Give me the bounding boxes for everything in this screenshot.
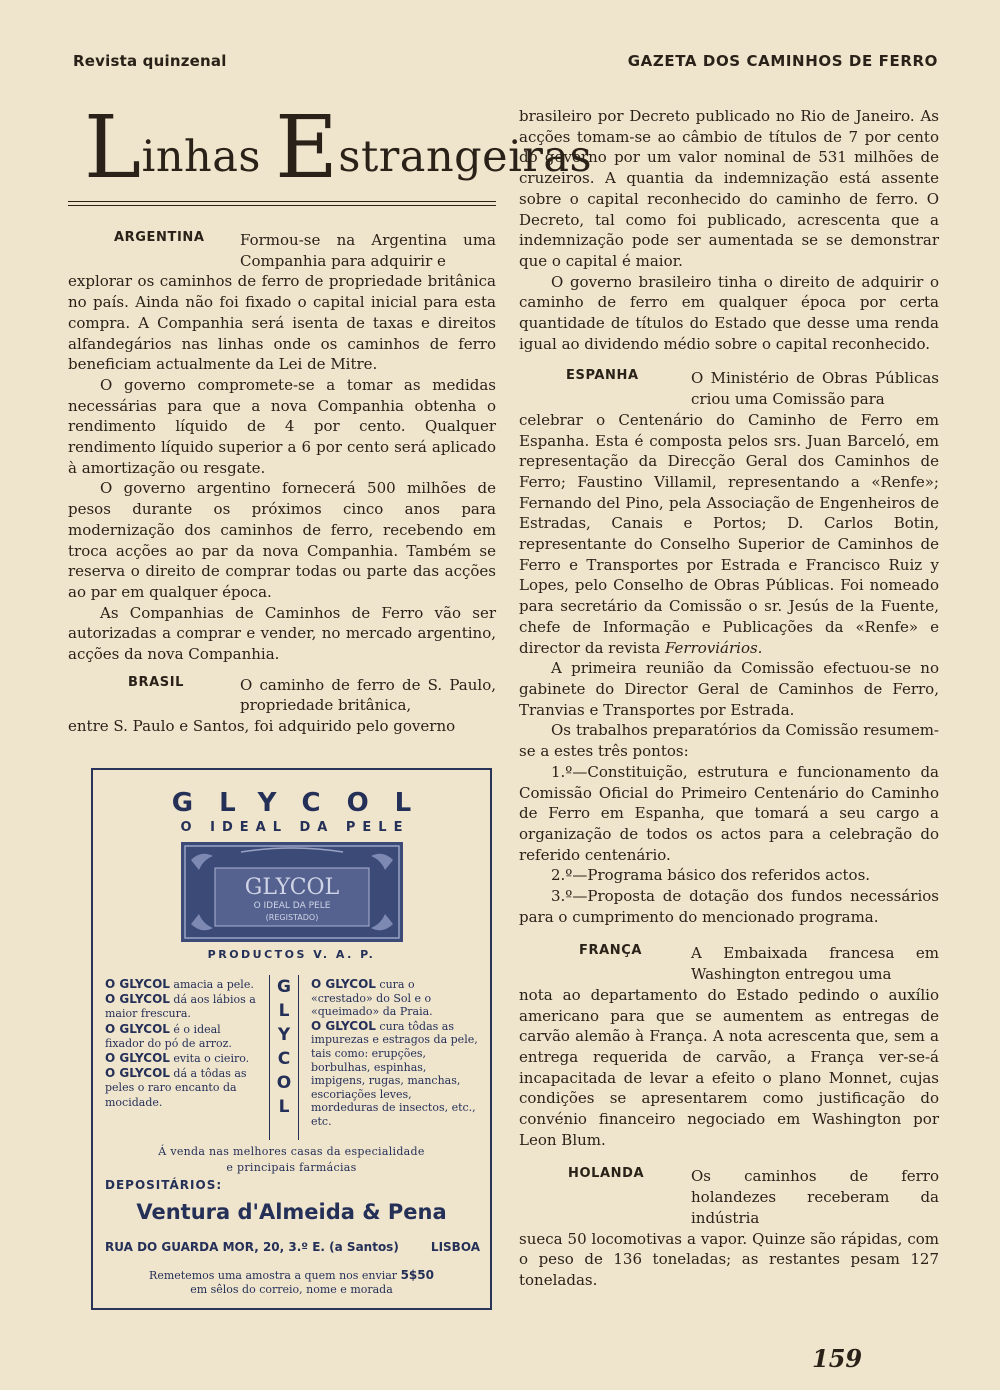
espanha-p1 bbox=[519, 410, 939, 658]
header-right: GAZETA DOS CAMINHOS DE FERRO bbox=[627, 52, 938, 70]
ad-left-item bbox=[105, 1051, 260, 1066]
ad-vertical-letter: Y bbox=[277, 1025, 291, 1045]
ad-left-text: é o ideal fixador do pó de arroz. bbox=[105, 1022, 232, 1050]
section-label-espanha: ESPANHA bbox=[566, 368, 639, 384]
header-left: Revista quinzenal bbox=[73, 52, 227, 70]
espanha-lead: O Ministério de Obras Públicas criou uma Comissão para bbox=[691, 369, 939, 409]
brasil-p2: O governo brasileiro tinha o direito de adquirir o caminho de ferro em qualquer época por certa quantidade de títulos do Estado que desse uma renda igual ao dividendo médio sobre o capital reconhecido. bbox=[519, 272, 939, 353]
image-title: GLYCOL bbox=[244, 875, 340, 900]
ad-vertical-letter: G bbox=[277, 977, 291, 997]
ad-right-brand: O GLYCOL bbox=[311, 977, 376, 991]
espanha-p4: 1.º—Constituição, estrutura e funcionamento da Comissão Oficial do Primeiro Centenário do Caminho de Ferro em Espanha, que tomará a seu cargo a organização de todos os actos para a celebração do referido centenário. bbox=[519, 762, 939, 864]
ad-depositarios: DEPOSITÁRIOS: bbox=[105, 1178, 223, 1192]
ad-left-brand: O GLYCOL bbox=[105, 992, 170, 1007]
ad-brand: GLYCOL bbox=[171, 788, 438, 818]
franca-head bbox=[519, 943, 939, 984]
title-rest-2: strangeiras bbox=[338, 132, 593, 182]
argentina-p4: As Companhias de Caminhos de Ferro vão ser autorizadas a comprar e vender, no mercado argentino, acções da nova Companhia. bbox=[68, 603, 496, 664]
ad-left-item bbox=[105, 977, 260, 992]
espanha-p6: 3.º—Proposta de dotação dos fundos necessários para o cumprimento do mencionado programa. bbox=[519, 887, 939, 926]
ad-left-text: evita o cieiro. bbox=[173, 1052, 250, 1066]
holanda-lead: Os caminhos de ferro holandezes receberam da indústria bbox=[691, 1167, 939, 1227]
ad-send-line-1: Remetemos uma amostra a quem nos enviar bbox=[149, 1269, 398, 1282]
ad-price: 5$50 bbox=[400, 1268, 434, 1282]
ad-right-benefits bbox=[311, 977, 479, 1129]
ad-right-brand: O GLYCOL bbox=[311, 1018, 376, 1033]
ad-left-text: dá aos lábios a maior frescura. bbox=[105, 993, 256, 1021]
ad-vertical-letter: O bbox=[276, 1073, 292, 1093]
ad-address bbox=[105, 1240, 480, 1254]
page-number: 159 bbox=[812, 1344, 863, 1373]
argentina-head bbox=[68, 230, 496, 271]
section-label-brasil: BRASIL bbox=[128, 674, 185, 690]
argentina-p3: O governo argentino fornecerá 500 milhões de pesos durante os próximos cinco anos para modernização dos caminhos de ferro, recebendo em troca acções ao par da nova Companhia. Também se reserva o direito de comprar todas ou parte das acções ao par em qualquer época. bbox=[68, 479, 496, 601]
franca-p1: nota ao departamento do Estado pedindo o auxílio americano para que se aumentem as entregas de carvão alemão à França. A nota acrescenta que, sem a entrega requerida de carvão, a França ver-se-á incapacitada de levar a efeito o plano Monnet, cujas condições se apresentarem como justificação do convénio financeiro negociado em Washington por Leon Blum. bbox=[519, 985, 939, 1149]
section-label-franca: FRANÇA bbox=[579, 943, 643, 959]
ad-sale-line-2: e principais farmácias bbox=[226, 1161, 357, 1174]
image-subtitle: O IDEAL DA PELE bbox=[253, 901, 331, 911]
ad-left-text: dá a tôdas as peles o raro encanto da mocidade. bbox=[105, 1067, 247, 1109]
ad-left-brand: O GLYCOL bbox=[105, 1021, 170, 1036]
argentina-p1: explorar os caminhos de ferro de propriedade britânica no país. Ainda não foi fixado o capital inicial para esta compra. A Companhia será isenta de taxas e direitos alfandegários nas linhas onde os caminhos de ferro beneficiam actualmente da Lei de Mitre. bbox=[68, 272, 496, 374]
espanha-p1-italic: Ferroviários. bbox=[664, 638, 763, 657]
ad-vertical-letter: L bbox=[278, 1001, 290, 1021]
ad-right-text: cura tôdas as impurezas e estragos da pele, tais como: erupções, borbulhas, espinhas, impigens, rugas, manchas, escoriações leves, mordeduras de insectos, etc., etc. bbox=[311, 1019, 478, 1128]
image-registered: (REGISTADO) bbox=[265, 913, 319, 922]
ad-send-line-2: em sêlos do correio, nome e morada bbox=[190, 1283, 393, 1296]
ad-left-item bbox=[105, 992, 260, 1021]
brasil-lead: O caminho de ferro de S. Paulo, propriedade britânica, bbox=[240, 675, 496, 715]
ad-vertical-letter: L bbox=[278, 1097, 290, 1117]
brasil-head bbox=[68, 675, 496, 716]
product-label-image bbox=[181, 842, 403, 942]
brasil-p1a: entre S. Paulo e Santos, foi adquirido pelo governo bbox=[68, 717, 456, 736]
brasil-p1b: brasileiro por Decreto publicado no Rio de Janeiro. As acções tomam-se ao câmbio de títulos de 7 por cento do governo por um valor nominal de 531 milhões de cruzeiros. A quantia da indemnização está assente sobre o capital reconhecido do caminho de ferro. O Decreto, tal como foi publicado, acrescenta que a indemnização pode ser aumentada se se demonstrar que o capital é maior. bbox=[519, 107, 939, 270]
ad-tagline: O IDEAL DA PELE bbox=[180, 820, 410, 835]
ad-right-item bbox=[311, 1019, 479, 1129]
ad-company: Ventura d'Almeida & Pena bbox=[136, 1200, 447, 1224]
page-title bbox=[84, 98, 593, 200]
ad-sample-offer bbox=[93, 1268, 490, 1297]
ad-left-brand: O GLYCOL bbox=[105, 1066, 170, 1081]
right-column bbox=[519, 106, 939, 1291]
title-rest-1: inhas bbox=[141, 132, 276, 182]
ad-vertical-brand bbox=[269, 975, 299, 1140]
title-cap-e: E bbox=[275, 98, 339, 198]
ad-address-street: RUA DO GUARDA MOR, 20, 3.º E. (a Santos) bbox=[105, 1240, 399, 1254]
espanha-p1-text: celebrar o Centenário do Caminho de Ferro em Espanha. Esta é composta pelos srs. Juan Barceló, em representação da Direcção Geral dos Caminhos de Ferro; Faustino Villamil, representando a «Renfe»; Fernando del Pino, pela Associação de Engenheiros de Estradas, Canais e Portos; D. Carlos Botin, representante do Conselho Superior de Caminhos de Ferro e Transportes por Estrada e Francisco Ruiz y Lopes, pelo Conselho de Obras Públicas. Foi nomeado para secretário da Comissão o sr. Jesús de la Fuente, chefe de Informação e Publicações da «Renfe» e director da revista bbox=[519, 410, 939, 657]
franca-lead: A Embaixada francesa em Washington entregou uma bbox=[691, 944, 939, 984]
espanha-head bbox=[519, 368, 939, 409]
title-rule-bottom bbox=[68, 205, 496, 206]
holanda-p1: sueca 50 locomotivas a vapor. Quinze são rápidas, com o peso de 136 toneladas; as restantes pesam 127 toneladas. bbox=[519, 1229, 939, 1289]
left-column bbox=[68, 230, 496, 737]
ad-sale-line-1: Á venda nas melhores casas da especialidade bbox=[158, 1145, 425, 1158]
section-label-holanda: HOLANDA bbox=[568, 1166, 645, 1182]
ad-vertical-letter: C bbox=[277, 1049, 291, 1069]
ad-left-item bbox=[105, 1022, 260, 1051]
ad-left-item bbox=[105, 1066, 260, 1110]
holanda-head bbox=[519, 1166, 939, 1228]
ad-left-brand: O GLYCOL bbox=[105, 977, 170, 991]
glycol-advertisement bbox=[91, 768, 492, 1310]
ad-right-item bbox=[311, 977, 479, 1019]
ad-address-city: LISBOA bbox=[430, 1240, 480, 1254]
ad-left-benefits bbox=[105, 977, 260, 1110]
ad-left-brand: O GLYCOL bbox=[105, 1051, 170, 1066]
title-cap-l: L bbox=[84, 98, 142, 198]
section-label-argentina: ARGENTINA bbox=[114, 230, 205, 245]
argentina-p2: O governo compromete-se a tomar as medidas necessárias para que a nova Companhia obtenha o rendimento líquido de 4 por cento. Qualquer rendimento líquido superior a 6 por cento será aplicado à amortização ou resgate. bbox=[68, 375, 496, 477]
espanha-p3: Os trabalhos preparatórios da Comissão resumem-se a estes três pontos: bbox=[519, 721, 939, 761]
espanha-p2: A primeira reunião da Comissão efectuou-se no gabinete do Director Geral de Caminhos de Ferro, Tranvias e Transportes por Estrada. bbox=[519, 659, 939, 719]
ad-products: PRODUCTOS V. A. P. bbox=[207, 948, 376, 961]
espanha-p5: 2.º—Programa básico dos referidos actos. bbox=[551, 866, 871, 885]
ad-right-text: cura o «crestado» do Sol e o «queimado» da Praia. bbox=[311, 978, 433, 1019]
ad-left-text: amacia a pele. bbox=[173, 978, 254, 991]
title-rule-top bbox=[68, 201, 496, 202]
argentina-lead: Formou-se na Argentina uma Companhia para adquirir e bbox=[240, 231, 496, 270]
ad-sale-info bbox=[93, 1144, 490, 1176]
